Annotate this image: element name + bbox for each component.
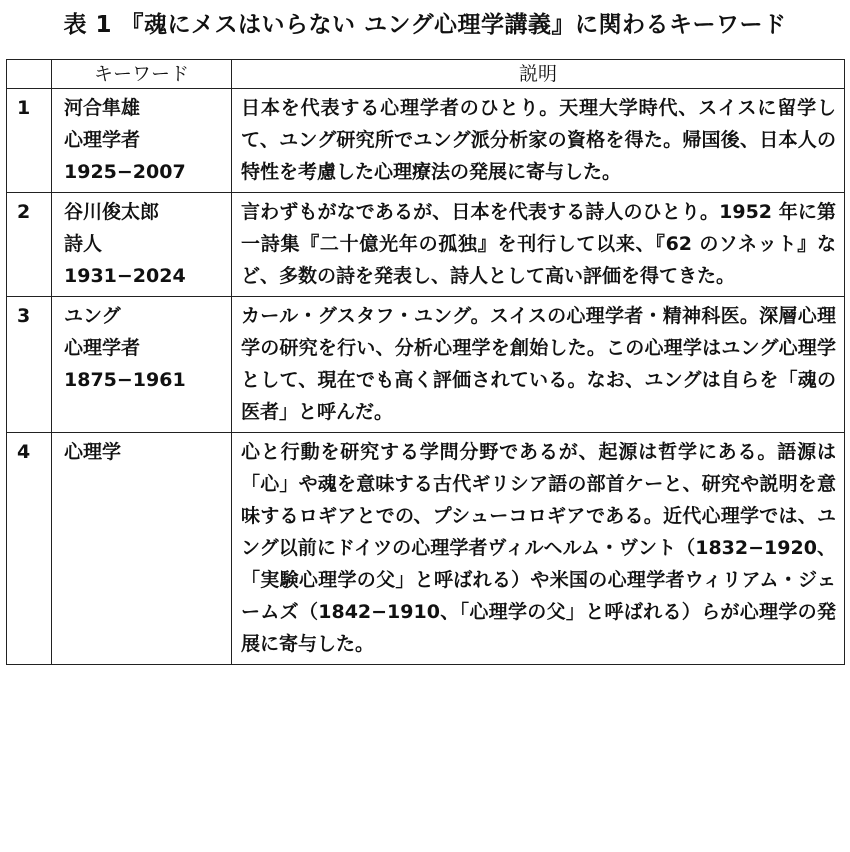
row-description: カール・グスタフ・ユング。スイスの心理学者・精神科医。深層心理学の研究を行い、分析心理学を創始した。この心理学はユング心理学として、現在でも高く評価されている。なお、ユングは自らを「魂の医者」と呼んだ。 xyxy=(232,297,845,433)
row-number: 3 xyxy=(7,297,52,433)
table-row xyxy=(7,297,845,433)
keyword-role: 心理学者 xyxy=(64,129,141,151)
keyword-role: 詩人 xyxy=(64,233,103,255)
table-row xyxy=(7,433,845,665)
keyword-name: 心理学 xyxy=(64,441,122,463)
keyword-name: ユング xyxy=(64,305,121,327)
keyword-years: 1875−1961 xyxy=(64,369,186,391)
table-caption: 表 1 『魂にメスはいらない ユング心理学講義』に関わるキーワード xyxy=(63,12,787,38)
keyword-name: 河合隼雄 xyxy=(64,97,141,119)
keyword-table xyxy=(6,59,845,665)
keyword-years: 1931−2024 xyxy=(64,265,186,287)
header-keyword: キーワード xyxy=(52,60,232,89)
keyword-years: 1925−2007 xyxy=(64,161,186,183)
header-description: 説明 xyxy=(232,60,845,89)
row-number: 1 xyxy=(7,89,52,193)
row-number: 2 xyxy=(7,193,52,297)
keyword-role: 心理学者 xyxy=(64,337,141,359)
keyword-name: 谷川俊太郎 xyxy=(64,201,160,223)
table-header-row xyxy=(7,60,845,89)
header-number xyxy=(7,60,52,89)
row-description: 日本を代表する心理学者のひとり。天理大学時代、スイスに留学して、ユング研究所でユング派分析家の資格を得た。帰国後、日本人の特性を考慮した心理療法の発展に寄与した。 xyxy=(232,89,845,193)
table-row xyxy=(7,89,845,193)
row-keyword xyxy=(52,193,232,297)
row-description: 言わずもがなであるが、日本を代表する詩人のひとり。1952 年に第一詩集『二十億光年の孤独』を刊行して以来、『62 のソネット』など、多数の詩を発表し、詩人として高い評価を得てきた。 xyxy=(232,193,845,297)
row-keyword xyxy=(52,297,232,433)
row-description: 心と行動を研究する学問分野であるが、起源は哲学にある。語源は「心」や魂を意味する古代ギリシア語の部首ケーと、研究や説明を意味するロギアとでの、プシューコロギアである。近代心理学では、ユング以前にドイツの心理学者ヴィルヘルム・ヴント（1832−1920、「実験心理学の父」と呼ばれる）や米国の心理学者ウィリアム・ジェームズ（1842−1910、「心理学の父」と呼ばれる）らが心理学の発展に寄与した。 xyxy=(232,433,845,665)
row-number: 4 xyxy=(7,433,52,665)
table-row xyxy=(7,193,845,297)
row-keyword xyxy=(52,89,232,193)
row-keyword xyxy=(52,433,232,665)
